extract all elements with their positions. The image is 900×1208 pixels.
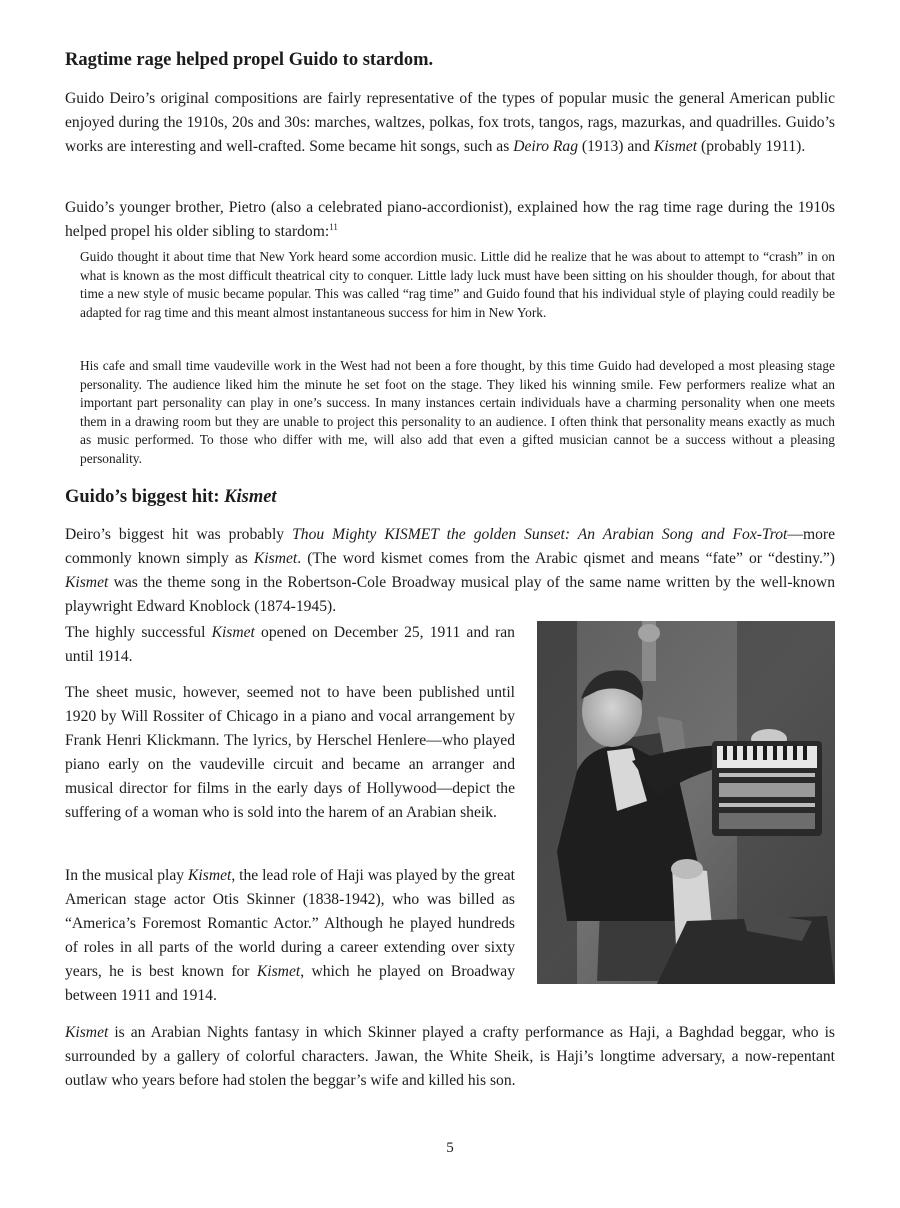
footnote-marker: 11 (329, 221, 338, 232)
paragraph-pietro: Guido’s younger brother, Pietro (also a celebrated piano-accordionist), explained how the rag time rage during the 1910s helped propel his older sibling to stardom:$^{11}$ (65, 199, 835, 240)
paragraph-otis-skinner: In the musical play Kismet, the lead role of Haji was played by the great American stage actor Otis Skinner (1838-1942), who was billed as “America’s Foremost Romantic Actor.” Although he played hundreds of roles in all parts of the world during a career extending over sixty years, he is best known for Kismet, which he played on Broadway between 1911 and 1914. (65, 867, 516, 1004)
paragraph-opening: The highly successful Kismet opened on December 25, 1911 and ran until 1914. (65, 624, 515, 665)
page-number: 5 (446, 1140, 454, 1156)
accordionist-photo (537, 621, 835, 984)
paragraph-compositions: Guido Deiro’s original compositions are fairly representative of the types of popular music the general American public enjoyed during the 1910s, 20s and 30s: marches, waltzes, polkas, fox trots, tangos, rags, mazurkas, and quadrilles. Guido’s works are interesting and well-crafted. Some became hit songs, such as Deiro Rag (1913) and Kismet (probably 1911). (65, 90, 835, 155)
section-heading-kismet: Guido’s biggest hit: Kismet (65, 487, 277, 507)
section-heading-ragtime: Ragtime rage helped propel Guido to stardom. (65, 50, 434, 70)
block-quote-2: His cafe and small time vaudeville work in the West had not been a fore thought, by this time Guido had developed a most pleasing stage personality. The audience liked him the minute he set foot on the stage. They liked his winning smile. Few performers realize what an important part personality can play in one’s success. In many instances certain individuals have a charming personality when one meets them in a drawing room but they are unable to project this personality to an audience. I often think that personality means exactly as much as music performed. To those who differ with me, will also add that even a gifted musician cannot be a success without a pleasing personality. (80, 358, 835, 466)
block-quote-1: Guido thought it about time that New York heard some accordion music. Little did he realize that he was about to attempt to “crash” in on what is known as the most difficult theatrical city to conquer. Little lady luck must have been sitting on his shoulder though, for about that time a new style of music became popular. This was called “rag time” and Guido found that his individual style of playing could readily be adapted for rag time and this meant almost instantaneous success for him in New York. (80, 249, 835, 320)
paragraph-biggest-hit: Deiro’s biggest hit was probably Thou Mighty KISMET the golden Sunset: An Arabian Song and Fox-Trot—more commonly known simply as Kismet. (The word kismet comes from the Arabic qismet and means “fate” or “destiny.”) Kismet was the theme song in the Robertson-Cole Broadway musical play of the same name written by the well-known playwright Edward Knoblock (1874-1945). (65, 526, 835, 615)
paragraph-arabian-nights: Kismet is an Arabian Nights fantasy in which Skinner played a crafty performance as Haji, a Baghdad beggar, who is surrounded by a gallery of colorful characters. Jawan, the White Sheik, is Haji’s longtime adversary, a now-repentant outlaw who years before had stolen the beggar’s wife and killed his son. (65, 1024, 835, 1089)
paragraph-sheet-music: The sheet music, however, seemed not to have been published until 1920 by Will Rossiter of Chicago in a piano and vocal arrangement by Frank Henri Klickmann. The lyrics, by Herschel Henlere—who played piano early on the vaudeville circuit and became an arranger and musical director for films in the early days of Hollywood—depict the suffering of a woman who is sold into the harem of an Arabian sheik. (65, 684, 515, 821)
